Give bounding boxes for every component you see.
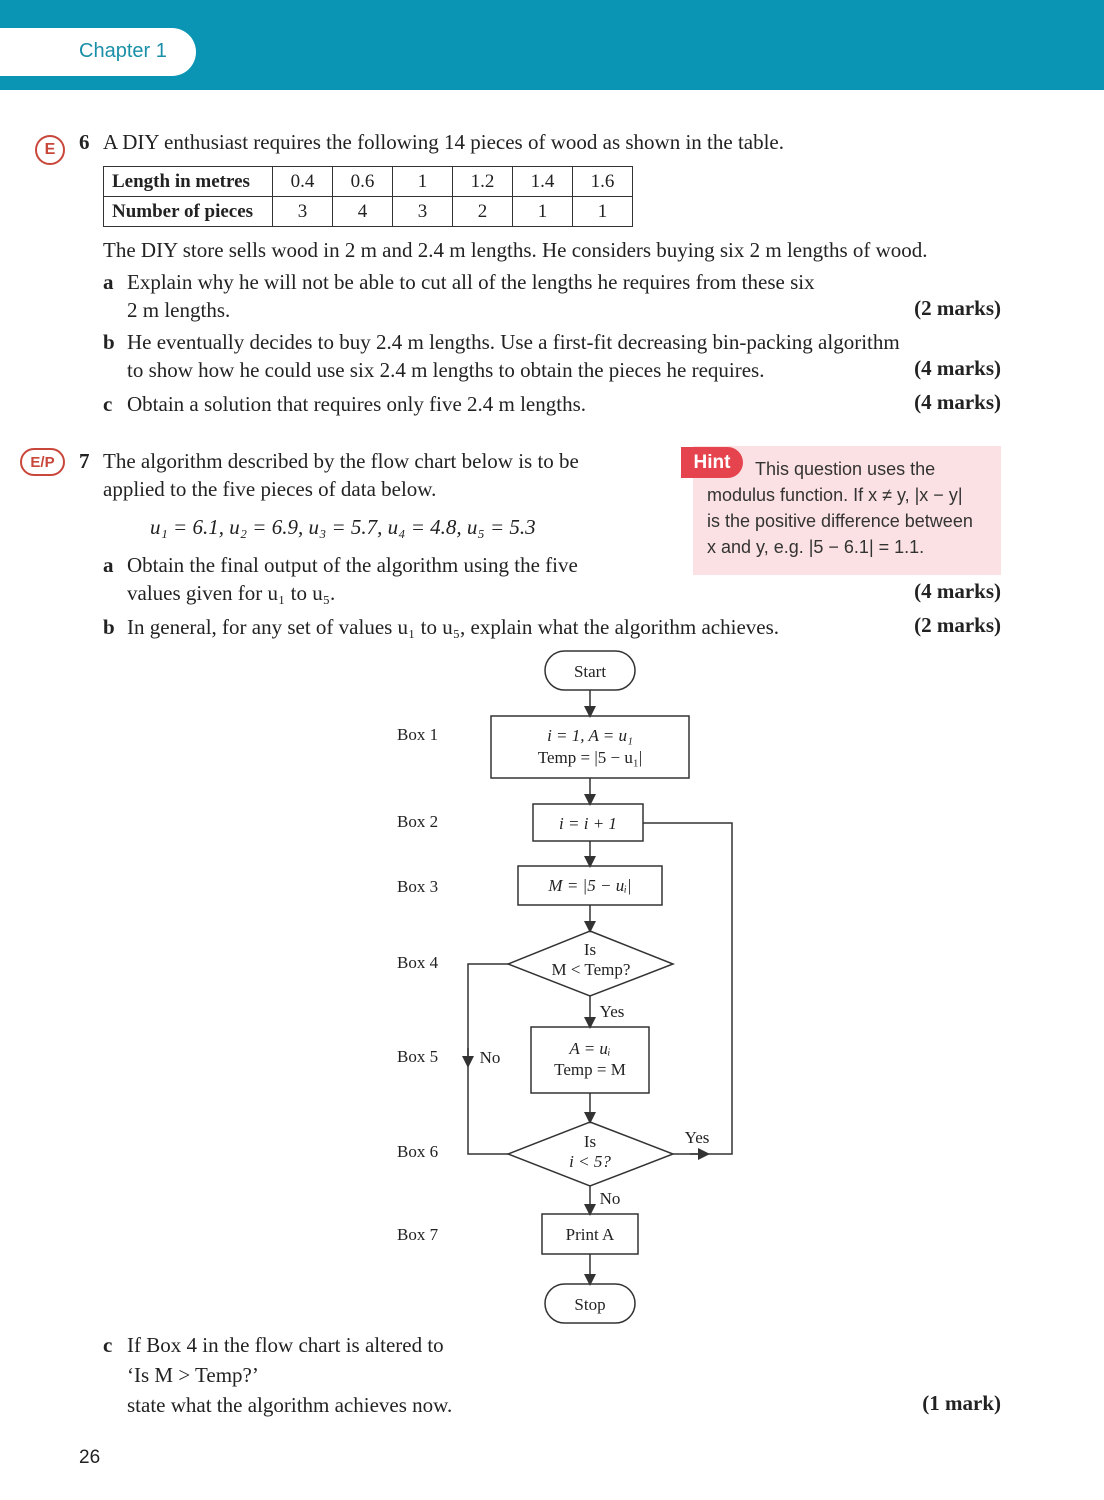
question-7-intro-line2: applied to the five pieces of data below. [103,477,437,501]
exam-badge: E [35,135,65,165]
question-6a-line2: 2 m lengths. [127,298,231,322]
table-cell: 0.4 [273,167,333,197]
marks: (4 marks) [914,356,1001,380]
question-7a-line1: Obtain the final output of the algorithm using the five [127,553,578,577]
marks: (4 marks) [914,390,1001,414]
marks: (2 marks) [914,296,1001,320]
box-4-yes-label: Yes [599,1002,625,1021]
question-6-intro: A DIY enthusiast requires the following 14 pieces of wood as shown in the table. [103,130,785,154]
box-6-line1: Is [583,1132,597,1151]
table-cell: 4 [333,197,393,227]
box-label: Box 3 [397,877,439,896]
part-label: b [103,330,115,354]
box-3-text: M = |5 − uᵢ| [548,876,632,895]
table-cell: 1.4 [513,167,573,197]
part-label: b [103,615,115,639]
question-6-store-text: The DIY store sells wood in 2 m and 2.4 m lengths. He considers buying six 2 m lengths of wood. [103,238,928,262]
question-6a-line1: Explain why he will not be able to cut all of the lengths he requires from these six [127,270,815,294]
marks: (2 marks) [914,613,1001,637]
box-6-no-label: No [599,1189,621,1208]
box-6-yes-label: Yes [684,1128,710,1147]
table-cell: 1 [513,197,573,227]
box-1-line1: i = 1, A = u₁ [547,726,633,745]
box-label: Box 4 [397,953,439,972]
start-text: Start [573,662,607,681]
hint-tag: Hint [681,447,743,478]
box-label: Box 2 [397,812,439,831]
question-7-intro-line1: The algorithm described by the flow chart below is to be [103,449,579,473]
question-7c-line3: state what the algorithm achieves now. [127,1393,453,1417]
chapter-label: Chapter 1 [79,40,167,62]
stop-text: Stop [574,1295,606,1314]
box-7-text: Print A [565,1225,615,1244]
part-label: a [103,553,114,577]
hint-line: is the positive difference between [707,511,973,531]
box-label: Box 1 [397,725,439,744]
part-label: c [103,392,113,416]
box-6-line2: i < 5? [569,1152,611,1171]
question-6-number: 6 [79,130,90,154]
box-2-text: i = i + 1 [559,814,617,833]
question-7a-line2: values given for u₁ to u₅. [127,581,336,605]
marks: (1 mark) [922,1391,1001,1415]
question-7b-line1: In general, for any set of values u₁ to u₅, explain what the algorithm achieves. [127,615,780,639]
exam-problem-badge: E/P [20,448,65,476]
hint-line: x and y, e.g. |5 − 6.1| = 1.1. [707,537,925,557]
part-label: a [103,270,114,294]
data-values: u₁ = 6.1, u₂ = 6.9, u₃ = 5.7, u₄ = 4.8, u₅ = 5.3 [150,515,536,539]
question-7-number: 7 [79,449,90,473]
question-6b-line1: He eventually decides to buy 2.4 m lengths. Use a first-fit decreasing bin-packing algorithm [127,330,900,354]
table-cell: 1 [573,197,633,227]
question-6c-line1: Obtain a solution that requires only five 2.4 m lengths. [127,392,587,416]
table-row-label: Length in metres [104,167,273,197]
table-cell: 2 [453,197,513,227]
box-5-line1: A = uᵢ [569,1039,611,1058]
question-6b-line2: to show how he could use six 2.4 m lengths to obtain the pieces he requires. [127,358,765,382]
table-cell: 1.6 [573,167,633,197]
table-cell: 0.6 [333,167,393,197]
question-7c-line2: ‘Is M > Temp?’ [127,1363,259,1387]
box-label: Box 6 [397,1142,439,1161]
table-cell: 3 [273,197,333,227]
page-number: 26 [79,1447,101,1468]
table-cell: 1 [393,167,453,197]
box-label: Box 7 [397,1225,439,1244]
hint-line: modulus function. If x ≠ y, |x − y| [707,485,963,505]
box-4-line2: M < Temp? [551,960,631,979]
marks: (4 marks) [914,579,1001,603]
box-4-no-label: No [479,1048,501,1067]
box-label: Box 5 [397,1047,439,1066]
table-cell: 1.2 [453,167,513,197]
box-1-line2: Temp = |5 − u₁| [537,748,643,767]
table-cell: 3 [393,197,453,227]
part-label: c [103,1333,113,1357]
box-4-line1: Is [583,940,597,959]
table-row-label: Number of pieces [104,197,273,227]
box-5-line2: Temp = M [554,1060,626,1079]
hint-line: This question uses the [755,459,936,479]
question-7c-line1: If Box 4 in the flow chart is altered to [127,1333,444,1357]
